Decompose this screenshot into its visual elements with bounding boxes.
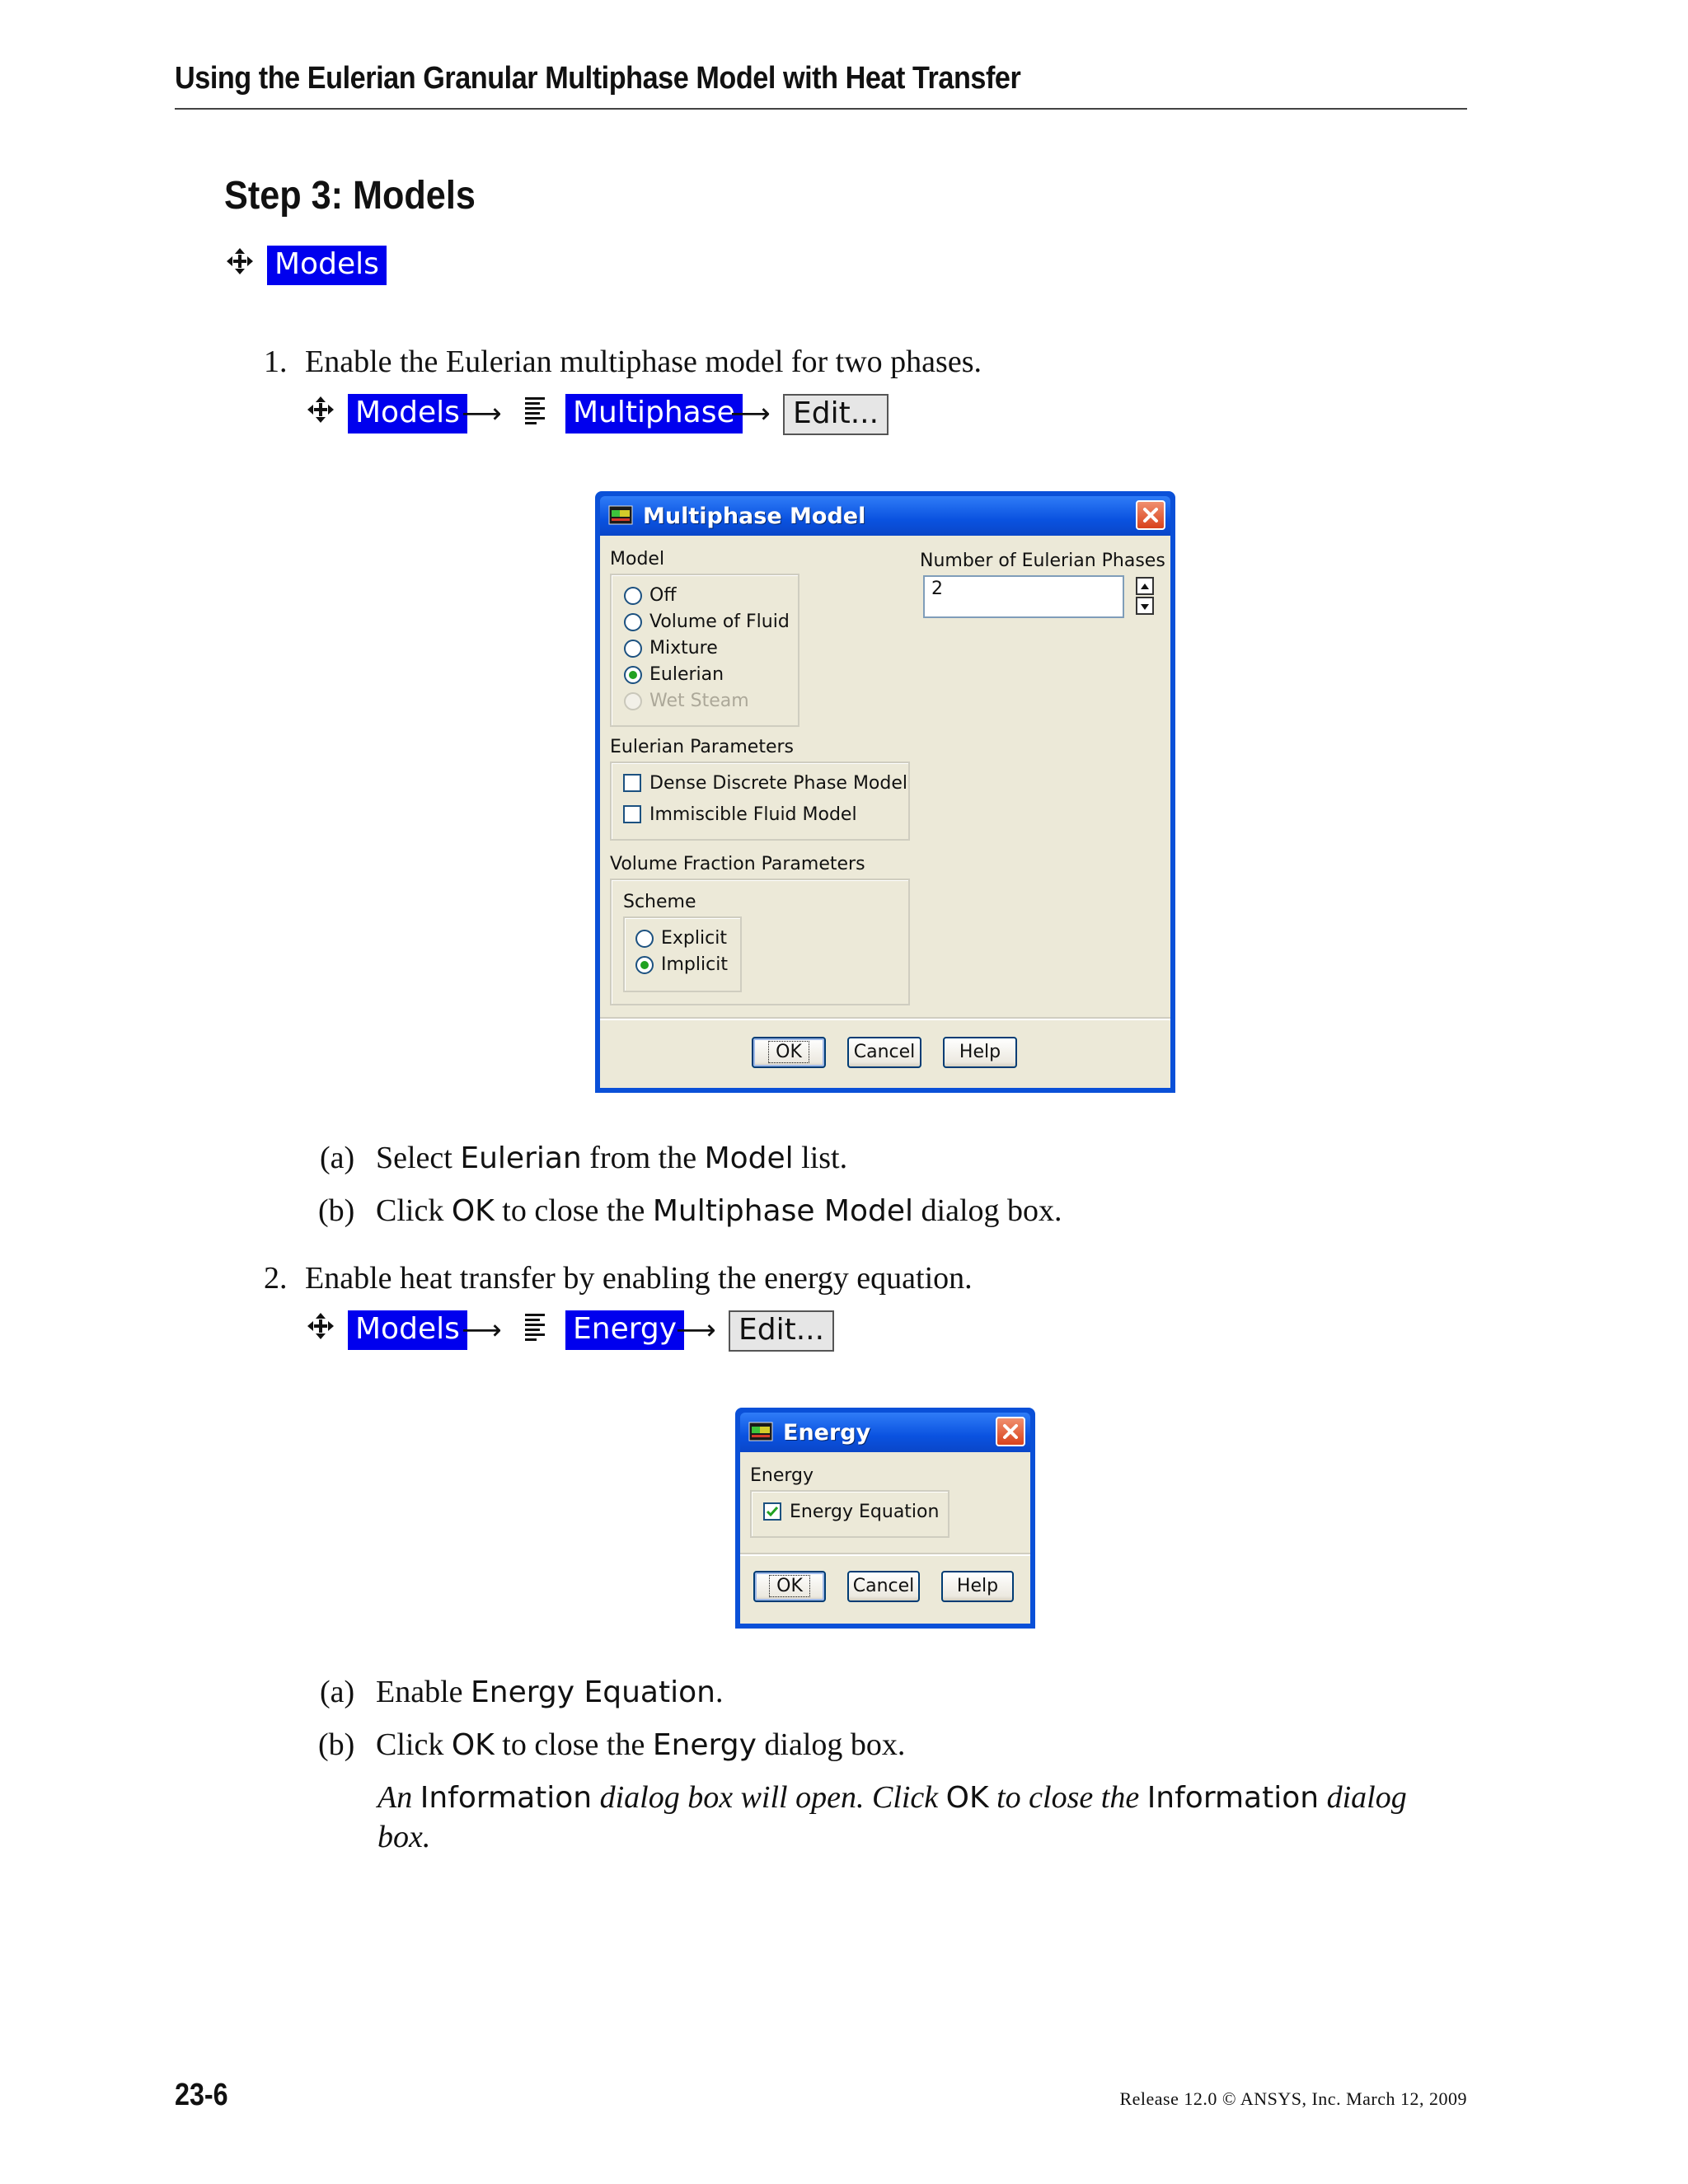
task-page-icon xyxy=(523,396,550,425)
item1-number: 1. xyxy=(264,344,288,379)
item2-step-b-marker: (b) xyxy=(318,1727,355,1762)
move-arrows-icon xyxy=(305,1310,336,1342)
dialog-title-bar[interactable] xyxy=(740,1413,1030,1452)
radio-disabled-icon xyxy=(623,691,643,711)
spin-up-button[interactable] xyxy=(1136,577,1154,595)
model-group-label: Model xyxy=(610,549,665,569)
radio-selected-icon xyxy=(635,955,654,975)
energy-group xyxy=(750,1490,950,1538)
dialog-body xyxy=(600,536,1170,1088)
item2-number: 2. xyxy=(264,1261,288,1296)
model-option-label: Wet Steam xyxy=(649,691,749,711)
help-button[interactable]: Help xyxy=(943,1037,1017,1068)
close-icon xyxy=(1142,506,1160,524)
item1-step-b: Click OK to close the Multiphase Model dialog box. xyxy=(376,1193,1062,1228)
item1-text: Enable the Eulerian multiphase model for two phases. xyxy=(305,344,982,379)
item1-step-b-marker: (b) xyxy=(318,1193,355,1228)
path-arrow: ⟶ xyxy=(462,1314,502,1347)
multiphase-tree-button[interactable]: Multiphase xyxy=(565,394,743,434)
radio-icon xyxy=(623,612,643,632)
close-button[interactable] xyxy=(1136,500,1165,530)
checkbox-checked-icon xyxy=(763,1502,781,1521)
edit-button[interactable]: Edit... xyxy=(783,394,889,435)
item2-step-a: Enable Energy Equation. xyxy=(376,1675,724,1709)
multiphase-model-dialog xyxy=(595,491,1175,1093)
arrow-up-icon xyxy=(1137,579,1152,594)
checkbox-label: Immiscible Fluid Model xyxy=(649,804,857,825)
path-arrow: ⟶ xyxy=(462,397,502,430)
checkbox-icon xyxy=(623,805,641,823)
scheme-option-label: Explicit xyxy=(661,928,727,949)
ok-button[interactable]: OK xyxy=(753,1571,826,1602)
vf-params-group xyxy=(610,879,910,1005)
app-icon xyxy=(608,505,633,525)
scheme-group xyxy=(623,916,742,992)
vf-params-label: Volume Fraction Parameters xyxy=(610,854,865,874)
item1-step-a-marker: (a) xyxy=(320,1141,355,1175)
step-title: Step 3: Models xyxy=(224,174,476,218)
checkbox-icon xyxy=(623,774,641,792)
models-tree-button[interactable]: Models xyxy=(348,1310,467,1350)
models-tree-button[interactable]: Models xyxy=(348,394,467,434)
path-arrow: ⟶ xyxy=(730,397,771,430)
button-separator xyxy=(740,1553,1030,1556)
eulerian-params-group xyxy=(610,762,910,841)
move-arrows-icon xyxy=(224,246,256,277)
model-option-label: Eulerian xyxy=(649,664,724,685)
release-info: Release 12.0 © ANSYS, Inc. March 12, 2009 xyxy=(1119,2088,1467,2109)
item2-path xyxy=(305,1310,849,1357)
energy-group-label: Energy xyxy=(750,1465,814,1486)
models-nav-button[interactable]: Models xyxy=(267,246,387,285)
model-option-label: Volume of Fluid xyxy=(649,612,790,632)
running-header: Using the Eulerian Granular Multiphase Model with Heat Transfer xyxy=(175,61,1021,96)
radio-icon xyxy=(623,639,643,658)
scheme-label: Scheme xyxy=(623,892,696,912)
energy-dialog xyxy=(735,1408,1035,1629)
close-icon xyxy=(1001,1422,1020,1441)
phases-input[interactable]: 2 xyxy=(923,575,1124,618)
phases-label: Number of Eulerian Phases xyxy=(920,551,1165,571)
eulerian-params-label: Eulerian Parameters xyxy=(610,737,794,757)
radio-icon xyxy=(635,929,654,949)
dialog-body xyxy=(740,1452,1030,1624)
item1-step-a: Select Eulerian from the Model list. xyxy=(376,1141,848,1175)
header-rule xyxy=(175,108,1467,110)
note-tail: box. xyxy=(377,1820,431,1854)
path-arrow: ⟶ xyxy=(676,1314,716,1347)
close-button[interactable] xyxy=(996,1417,1025,1446)
help-button[interactable]: Help xyxy=(941,1571,1014,1602)
edit-button[interactable]: Edit... xyxy=(729,1310,834,1352)
move-arrows-icon xyxy=(305,394,336,425)
item1-path xyxy=(305,394,898,440)
button-separator xyxy=(600,1017,1170,1020)
app-icon xyxy=(748,1422,773,1441)
model-option-label: Off xyxy=(649,585,677,606)
item2-step-a-marker: (a) xyxy=(320,1675,355,1709)
arrow-down-icon xyxy=(1137,599,1152,614)
spin-down-button[interactable] xyxy=(1136,597,1154,615)
cancel-button[interactable]: Cancel xyxy=(847,1037,921,1068)
scheme-option-label: Implicit xyxy=(661,954,728,975)
cancel-button[interactable]: Cancel xyxy=(847,1571,920,1602)
dialog-title: Energy xyxy=(783,1420,871,1446)
checkbox-label: Dense Discrete Phase Model xyxy=(649,773,908,794)
page-number: 23-6 xyxy=(175,2078,228,2112)
item2-step-b: Click OK to close the Energy dialog box. xyxy=(376,1727,906,1762)
note-line: An Information dialog box will open. Click OK to close the Information dialog xyxy=(377,1780,1407,1815)
dialog-title-bar[interactable] xyxy=(600,496,1170,536)
model-option-label: Mixture xyxy=(649,638,718,658)
energy-tree-button[interactable]: Energy xyxy=(565,1310,684,1350)
checkbox-label: Energy Equation xyxy=(790,1502,940,1522)
task-page-icon xyxy=(523,1312,550,1342)
radio-selected-icon xyxy=(623,665,643,685)
radio-icon xyxy=(623,586,643,606)
model-group xyxy=(610,574,799,727)
ok-button[interactable]: OK xyxy=(752,1037,826,1068)
dialog-title: Multiphase Model xyxy=(643,504,866,529)
item2-text: Enable heat transfer by enabling the energy equation. xyxy=(305,1261,973,1296)
